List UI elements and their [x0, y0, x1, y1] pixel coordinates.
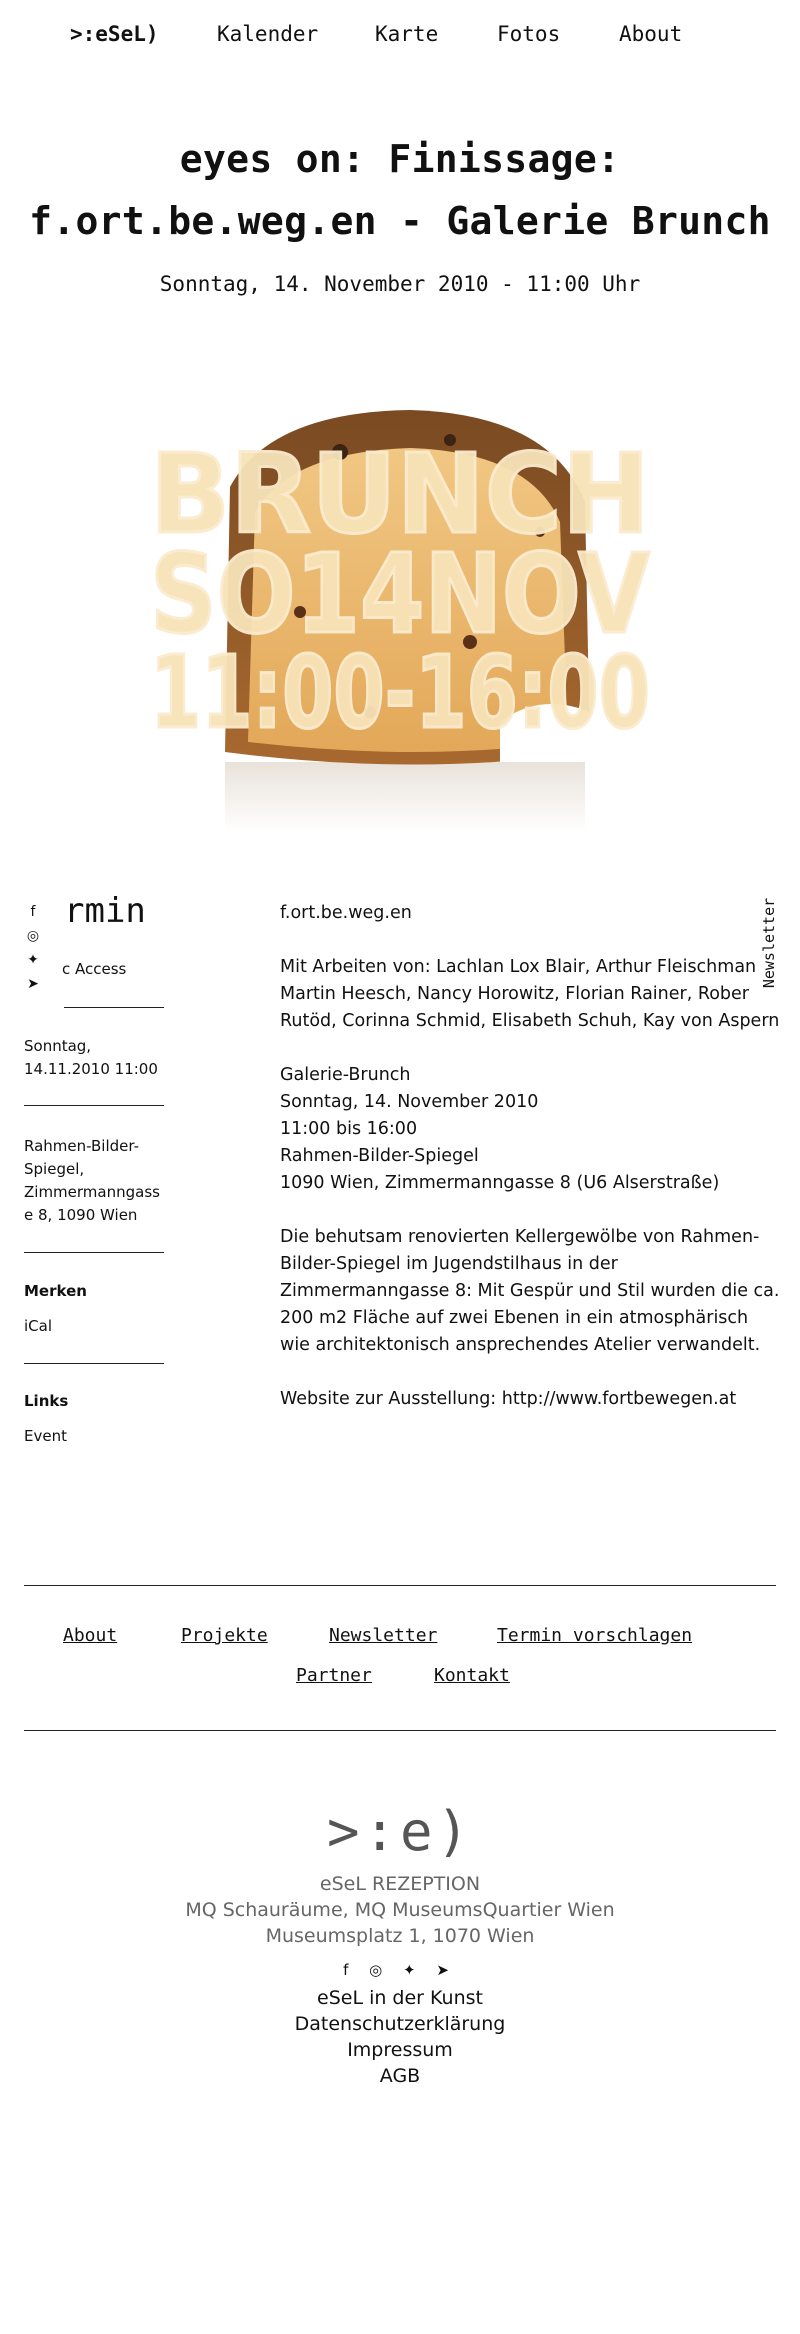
- footer-link-impressum[interactable]: Impressum: [347, 2039, 453, 2061]
- divider: [24, 1363, 164, 1364]
- nav-kalender[interactable]: Kalender: [217, 22, 319, 46]
- footer-place: MQ Schauräume, MQ MuseumsQuartier Wien: [185, 1899, 615, 1921]
- footer-termin-link[interactable]: Termin vorschlagen: [497, 1625, 693, 1646]
- site-logo[interactable]: >:eSeL): [70, 22, 159, 46]
- sidebar-location: Rahmen-Bilder- Spiegel, Zimmermanngass e 8, 1090 Wien: [24, 1137, 160, 1224]
- footer-links: [0, 1985, 800, 2089]
- footer-partner-link[interactable]: Partner: [296, 1665, 372, 1686]
- page-title: eyes on: Finissage: f.ort.be.weg.en - Galerie Brunch: [29, 137, 771, 243]
- description-text: Die behutsam renovierten Kellergewölbe von Rahmen-Bilder-Spiegel im Jugendstilhaus in der Zimmermanngasse 8: Mit Gespür und Stil wurden die ca. 200 m2 Fläche auf zwei Ebenen in ein atmosphärisch wie architektonisch ansprechendes Atelier verwandelt.: [280, 1227, 780, 1355]
- footer-about-link[interactable]: About: [63, 1625, 118, 1646]
- merken-heading: Merken: [24, 1282, 87, 1300]
- footer-projekte-link[interactable]: Projekte: [181, 1625, 268, 1646]
- event-description: [280, 897, 780, 1440]
- divider: [64, 1007, 164, 1008]
- ical-link[interactable]: iCal: [24, 1317, 53, 1335]
- twitter-icon[interactable]: ✦: [27, 952, 39, 968]
- hero-line3: 11:00-16:00: [150, 634, 650, 751]
- links-heading: Links: [24, 1392, 69, 1410]
- divider: [24, 1730, 776, 1731]
- artists-text: Mit Arbeiten von: Lachlan Lox Blair, Arthur Fleischman Martin Heesch, Nancy Horowitz, Florian Rainer, Rober Rutöd, Corinna Schmid, Elisabeth Schuh, Kay von Aspern: [280, 957, 780, 1031]
- footer-link-datenschutz[interactable]: Datenschutzerklärung: [294, 2013, 506, 2035]
- divider: [24, 1585, 776, 1586]
- site-footer: [0, 1800, 800, 2089]
- instagram-icon[interactable]: ◎: [26, 928, 40, 944]
- nav-fotos[interactable]: Fotos: [497, 22, 561, 46]
- footer-name: eSeL REZEPTION: [319, 1873, 481, 1895]
- footer-social: [0, 1961, 800, 1979]
- twitter-icon[interactable]: ✦: [403, 1961, 424, 1979]
- venue-info: Galerie-Brunch Sonntag, 14. November 2010 11:00 bis 16:00 Rahmen-Bilder-Spiegel 1090 Wien, Zimmermanngasse 8 (U6 Alserstraße): [280, 1065, 720, 1193]
- footer-link-agb[interactable]: AGB: [379, 2065, 421, 2087]
- event-subtitle: f.ort.be.weg.en: [280, 903, 412, 923]
- sidebar-datetime: Sonntag, 14.11.2010 11:00: [24, 1037, 158, 1078]
- newsletter-tab[interactable]: Newsletter: [760, 897, 779, 989]
- footer-logo[interactable]: >:e): [326, 1800, 474, 1863]
- facebook-icon[interactable]: f: [30, 904, 36, 920]
- event-link[interactable]: Event: [24, 1427, 67, 1445]
- hero-line2: SO14NOV: [150, 530, 650, 658]
- termin-heading: rmin: [64, 891, 146, 931]
- hero-line1: BRUNCH: [150, 430, 650, 558]
- footer-kontakt-link[interactable]: Kontakt: [434, 1665, 510, 1686]
- instagram-icon[interactable]: ◎: [369, 1961, 391, 1979]
- telegram-icon[interactable]: ➤: [436, 1961, 457, 1979]
- nav-about[interactable]: About: [619, 22, 683, 46]
- access-label: c Access: [62, 960, 127, 978]
- top-nav: [0, 18, 800, 54]
- telegram-icon[interactable]: ➤: [27, 976, 39, 992]
- divider: [24, 1105, 164, 1106]
- nav-karte[interactable]: Karte: [375, 22, 439, 46]
- website-text[interactable]: Website zur Ausstellung: http://www.fortbewegen.at: [280, 1389, 737, 1409]
- footer-address: Museumsplatz 1, 1070 Wien: [265, 1925, 535, 1947]
- side-social-bar: [24, 900, 42, 996]
- footer-link-kunst[interactable]: eSeL in der Kunst: [317, 1987, 483, 2009]
- event-date: Sonntag, 14. November 2010 - 11:00 Uhr: [159, 272, 641, 296]
- facebook-icon[interactable]: f: [343, 1961, 357, 1979]
- event-image: [120, 392, 680, 832]
- footer-newsletter-link[interactable]: Newsletter: [329, 1625, 438, 1646]
- divider: [24, 1252, 164, 1253]
